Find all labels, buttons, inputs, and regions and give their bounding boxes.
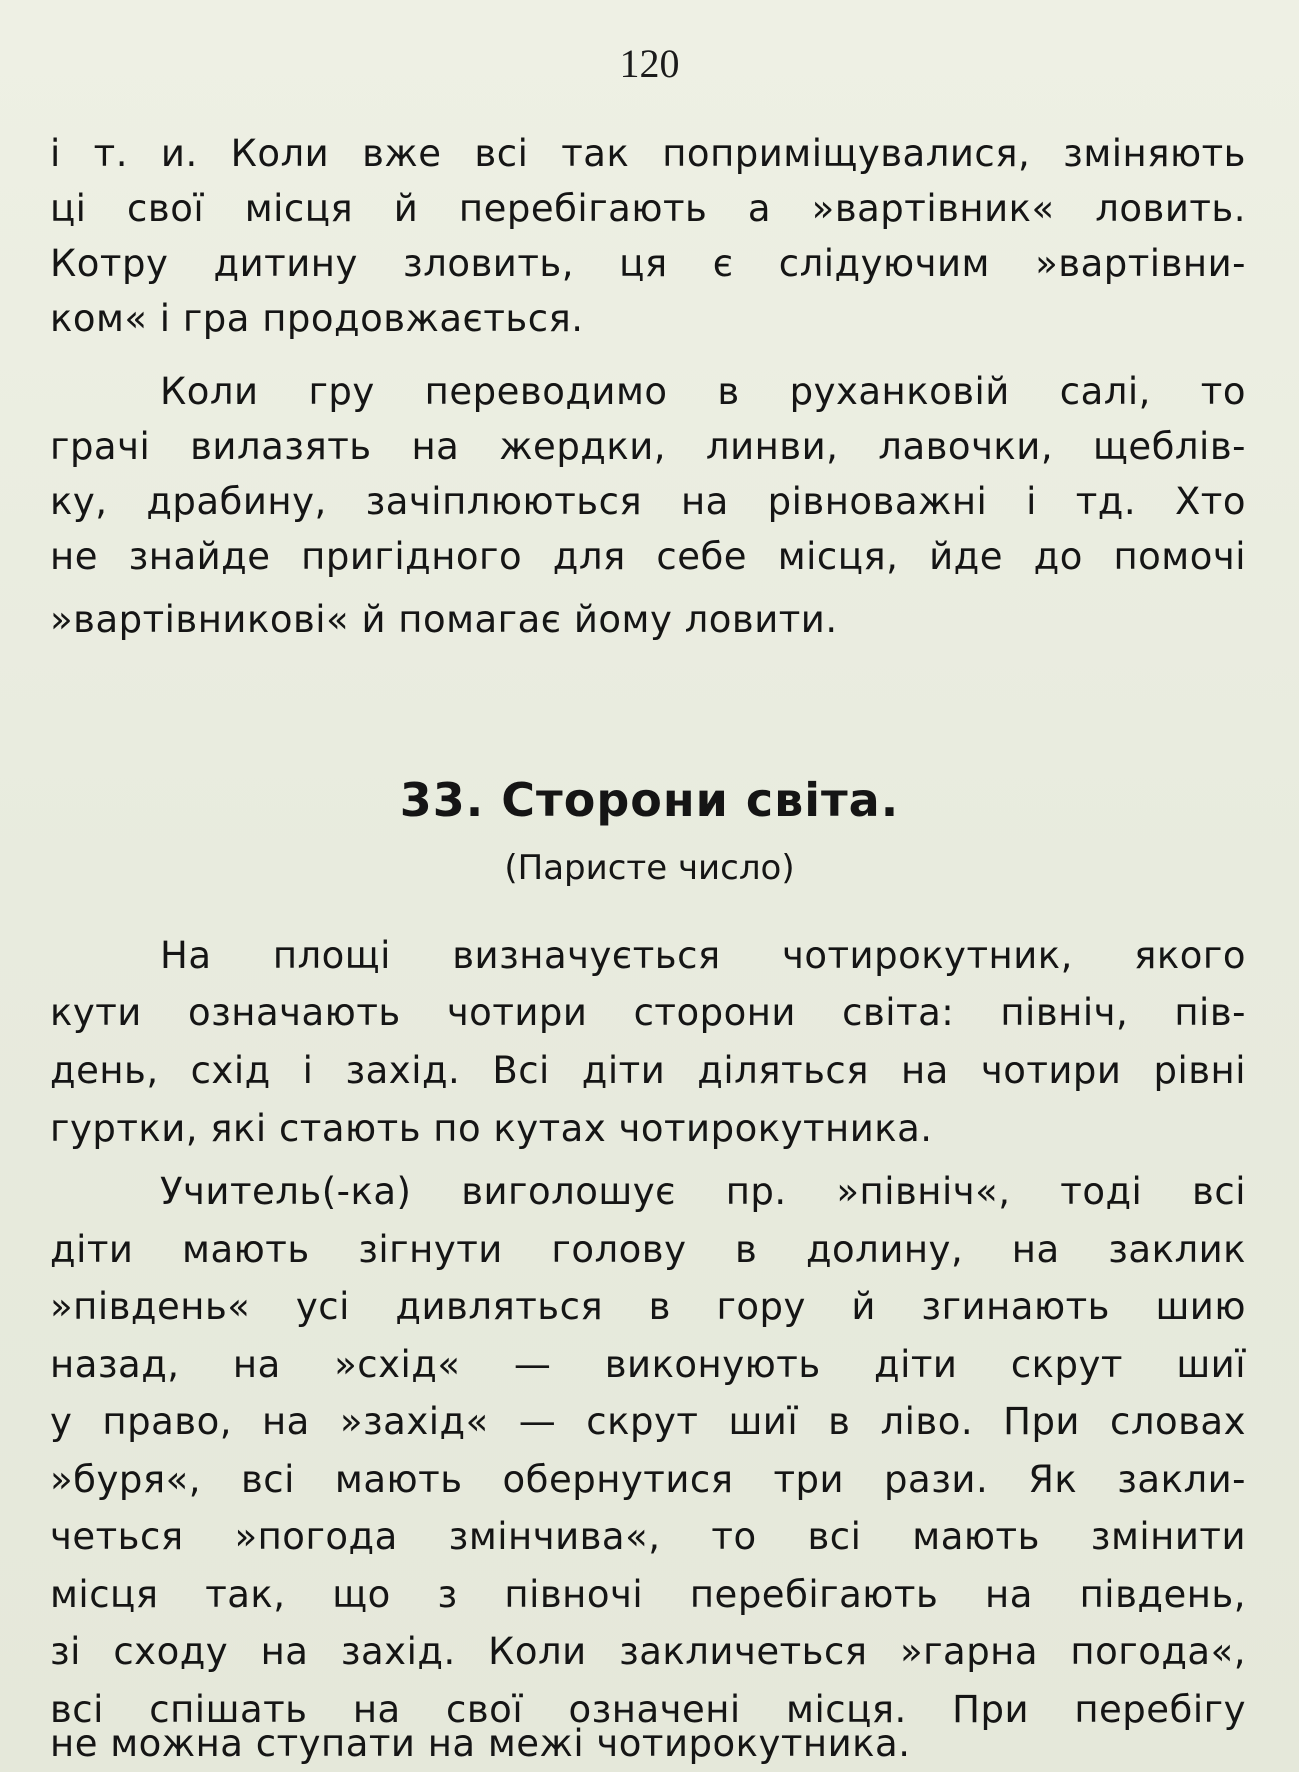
text-line: не знайде пригідного для себе місця, йде до помочі (50, 535, 1246, 578)
text-line: всі спішать на свої означені місця. При перебігу (50, 1688, 1246, 1731)
text-line: четься »погода змінчива«, то всі мають змінити (50, 1515, 1246, 1558)
text-line: Коли гру переводимо в руханковій салі, то (160, 370, 1246, 413)
text-line: »буря«, всі мають обернутися три рази. Як закли- (50, 1458, 1246, 1501)
text-line: гуртки, які стають по кутах чотирокутника. (50, 1107, 933, 1150)
text-line: Учитель(-ка) виголошує пр. »північ«, тоді всі (160, 1170, 1246, 1213)
text-line: у право, на »захід« — скрут шиї в ліво. При словах (50, 1400, 1246, 1443)
section-title: 33. Сторони світа. (399, 773, 900, 827)
text-line: ці свої місця й перебігають а »вартівник« ловить. (50, 187, 1246, 230)
text-line: ку, драбину, зачіплюються на рівноважні і тд. Хто (50, 480, 1246, 523)
text-line: грачі вилазять на жердки, линви, лавочки, щеблів- (50, 425, 1246, 468)
text-line: день, схід і захід. Всі діти діляться на чотири рівні (50, 1049, 1246, 1092)
text-line: На площі визначується чотирокутник, якого (160, 934, 1246, 977)
text-line: Котру дитину зловить, ця є слідуючим »вартівни- (50, 242, 1246, 285)
text-line: кути означають чотири сторони світа: північ, пів- (50, 991, 1246, 1034)
page-number: 120 (619, 41, 680, 86)
text-line: »південь« усі дивляться в гору й згинають шию (50, 1285, 1246, 1328)
text-line: »вартівникові« й помагає йому ловити. (50, 598, 838, 641)
text-line: діти мають зігнути голову в долину, на заклик (50, 1228, 1246, 1271)
text-line: місця так, що з півночі перебігають на південь, (50, 1573, 1246, 1616)
text-line: не можна ступати на межі чотирокутника. (50, 1722, 911, 1765)
text-line: зі сходу на захід. Коли закличеться »гарна погода«, (50, 1630, 1246, 1673)
section-subtitle: (Паристе число) (504, 848, 795, 888)
text-line: і т. и. Коли вже всі так поприміщувалися, зміняють (50, 132, 1246, 175)
text-line: назад, на »схід« — виконують діти скрут шиї (50, 1343, 1246, 1386)
text-line: ком« і гра продовжається. (50, 297, 584, 340)
